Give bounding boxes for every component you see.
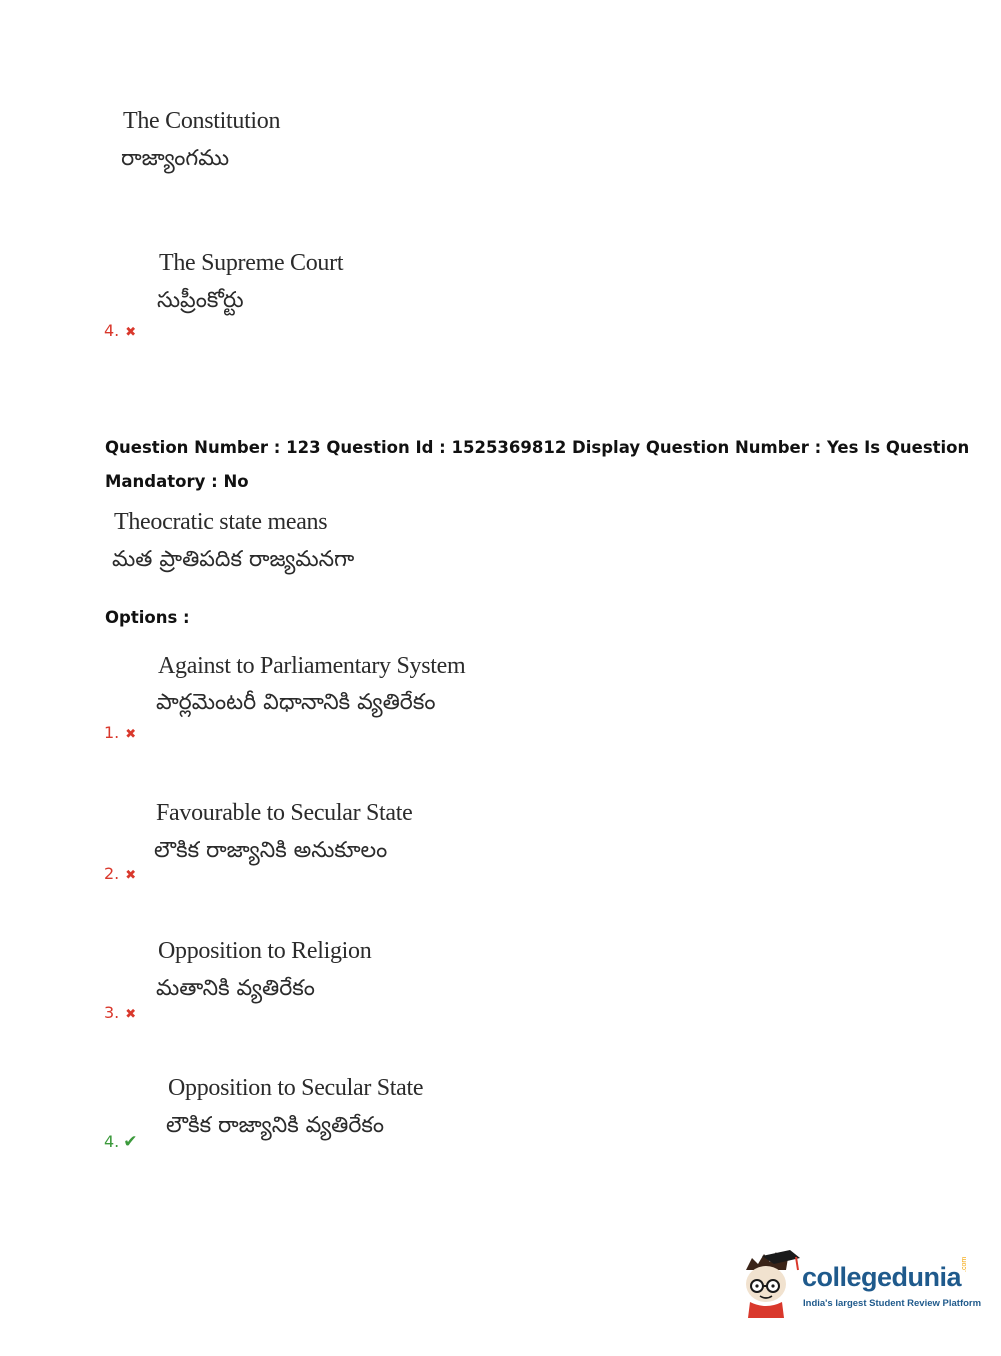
option-4-number — [104, 1132, 138, 1152]
options-label: Options : — [105, 608, 190, 627]
collegedunia-logo — [740, 1248, 982, 1318]
option-3-number — [104, 1003, 136, 1022]
option-2-number — [104, 864, 136, 883]
option-number: 4. — [104, 1132, 120, 1151]
wrong-mark-icon: ✖ — [125, 1007, 137, 1022]
option-number: 4. — [104, 321, 120, 340]
option-4-te: లౌకిక రాజ్యానికి వ్యతిరేకం — [166, 1113, 385, 1138]
prev-option-4-number — [104, 321, 136, 340]
option-1-en: Against to Parliamentary System — [158, 653, 466, 679]
option-1-te: పార్లమెంటరీ విధానానికి వ్యతిరేకం — [156, 690, 436, 715]
prev-option-3-te: రాజ్యాంగము — [121, 146, 230, 171]
option-number: 1. — [104, 723, 120, 742]
option-number: 3. — [104, 1003, 120, 1022]
correct-check-icon: ✔ — [123, 1132, 138, 1152]
wrong-mark-icon: ✖ — [125, 868, 137, 883]
option-4-en: Opposition to Secular State — [168, 1075, 424, 1101]
wrong-mark-icon: ✖ — [125, 325, 137, 340]
prev-option-4-te: సుప్రీంకోర్టు — [157, 288, 244, 313]
option-3-en: Opposition to Religion — [158, 938, 372, 964]
wrong-mark-icon: ✖ — [125, 727, 137, 742]
logo-suffix: .com — [961, 1256, 968, 1272]
logo-tagline: India's largest Student Review Platform — [803, 1298, 982, 1309]
prev-option-4-en: The Supreme Court — [159, 250, 344, 276]
prev-option-3-en: The Constitution — [123, 108, 281, 134]
mascot-icon — [740, 1248, 802, 1318]
option-3-te: మతానికి వ్యతిరేకం — [156, 976, 315, 1001]
option-2-te: లౌకిక రాజ్యానికి అనుకూలం — [154, 838, 388, 863]
question-text-en: Theocratic state means — [114, 509, 328, 535]
option-1-number — [104, 723, 136, 742]
option-2-en: Favourable to Secular State — [156, 800, 413, 826]
logo-wordmark: collegedunia — [802, 1262, 962, 1292]
question-text-te: మత ప్రాతిపదిక రాజ్యమనగా — [112, 547, 355, 572]
question-meta-line-2: Mandatory : No — [105, 472, 249, 491]
question-meta-line-1: Question Number : 123 Question Id : 1525369812 Display Question Number : Yes Is Question — [105, 438, 970, 457]
option-number: 2. — [104, 864, 120, 883]
